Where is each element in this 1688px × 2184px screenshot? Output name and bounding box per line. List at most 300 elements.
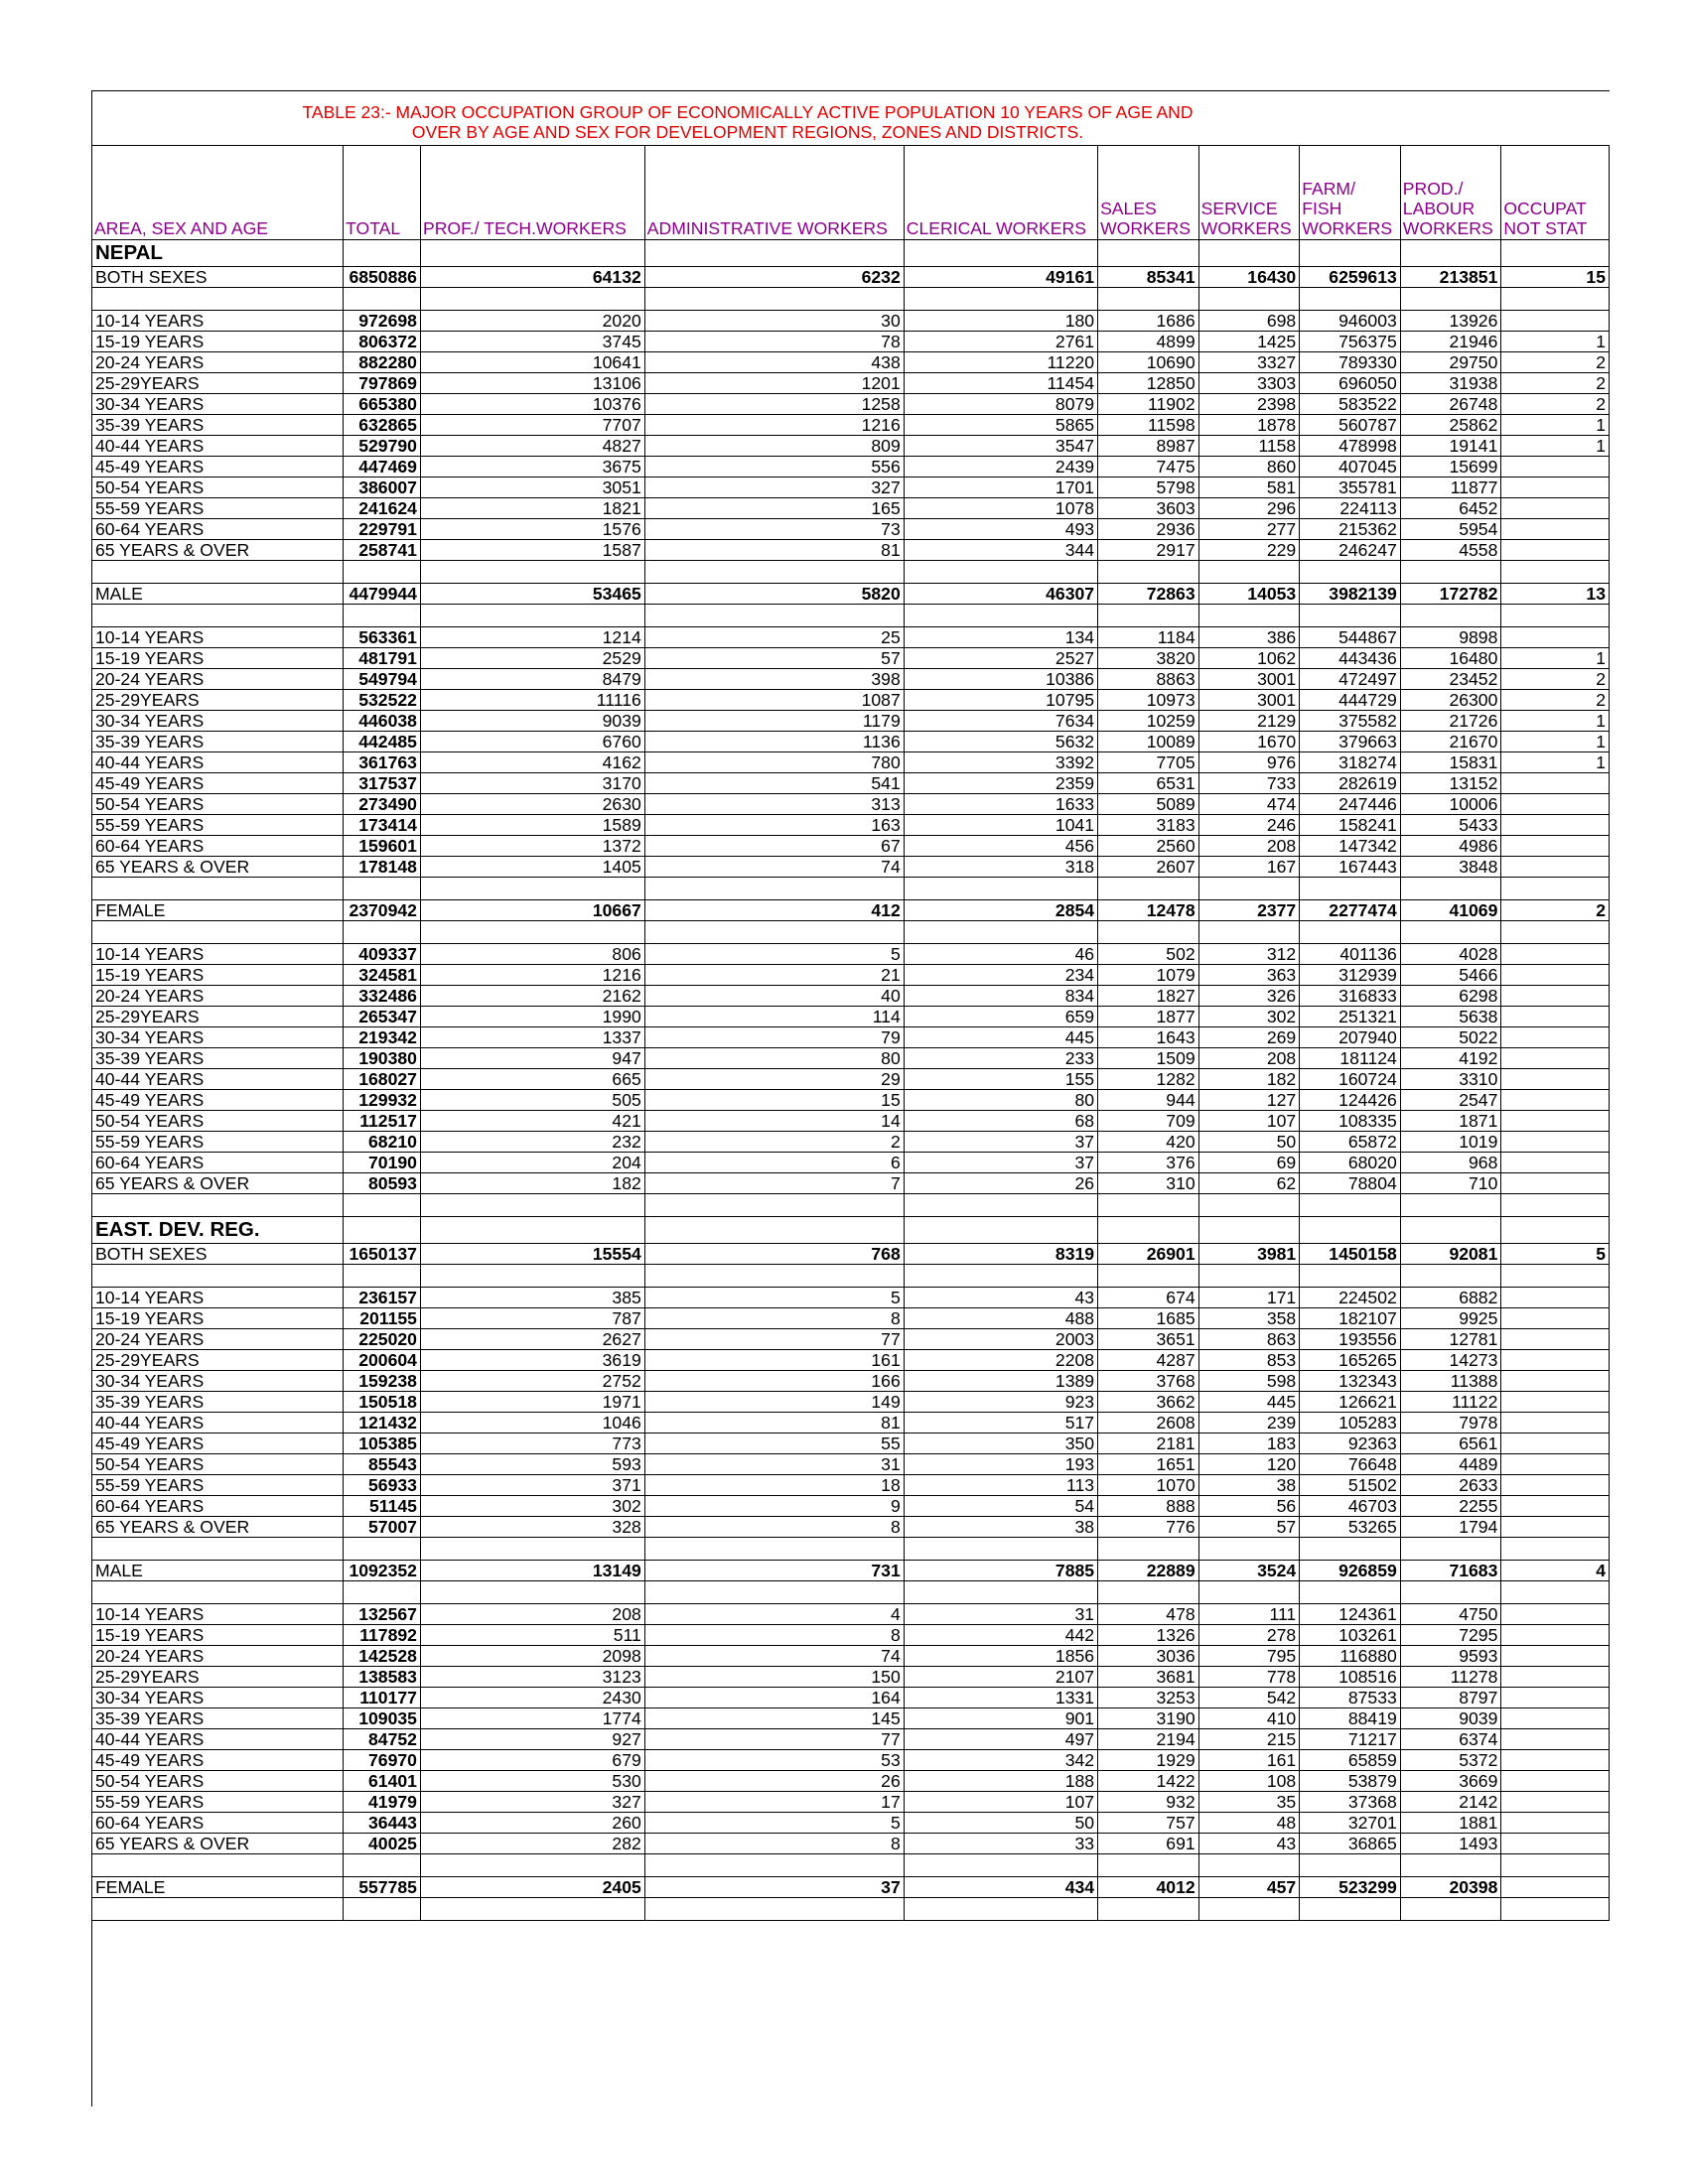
value-cell: 193 xyxy=(904,1454,1097,1475)
table-row xyxy=(92,965,1610,986)
column-header xyxy=(1400,146,1501,240)
total-cell: 229791 xyxy=(344,519,421,540)
value-cell: 46703 xyxy=(1300,1496,1401,1517)
empty-cell xyxy=(1400,1898,1501,1921)
column-header-text: PROF./ TECH.WORKERS xyxy=(422,218,627,238)
total-cell: 57007 xyxy=(344,1517,421,1538)
table-row xyxy=(92,627,1610,648)
value-cell: 87533 xyxy=(1300,1688,1401,1708)
value-cell: 3669 xyxy=(1400,1771,1501,1792)
sex-total-row xyxy=(92,900,1610,921)
value-cell: 1372 xyxy=(420,836,644,857)
value-cell: 709 xyxy=(1098,1111,1199,1132)
total-cell: 190380 xyxy=(344,1048,421,1069)
empty-cell xyxy=(1501,605,1610,627)
value-cell: 6 xyxy=(644,1153,904,1173)
table-row xyxy=(92,986,1610,1007)
value-cell: 167443 xyxy=(1300,857,1401,878)
value-cell: 17 xyxy=(644,1792,904,1813)
value-cell: 327 xyxy=(644,478,904,498)
value-cell: 1643 xyxy=(1098,1027,1199,1048)
row-label: 55-59 YEARS xyxy=(92,1792,344,1813)
value-cell: 2752 xyxy=(420,1371,644,1392)
value-cell: 302 xyxy=(1198,1007,1300,1027)
total-cell: 332486 xyxy=(344,986,421,1007)
value-cell: 48 xyxy=(1198,1813,1300,1834)
row-label: FEMALE xyxy=(92,1877,344,1898)
value-cell: 30 xyxy=(644,311,904,332)
empty-cell xyxy=(1198,1265,1300,1288)
sex-total-row xyxy=(92,267,1610,288)
value-cell: 4012 xyxy=(1098,1877,1199,1898)
total-cell: 105385 xyxy=(344,1433,421,1454)
empty-cell xyxy=(1098,1854,1199,1877)
value-cell: 1881 xyxy=(1400,1813,1501,1834)
empty-cell xyxy=(904,1194,1097,1217)
table-row xyxy=(92,1792,1610,1813)
value-cell: 385 xyxy=(420,1288,644,1308)
value-cell: 1990 xyxy=(420,1007,644,1027)
empty-cell xyxy=(644,240,904,267)
value-cell: 26300 xyxy=(1400,690,1501,711)
value-cell: 4 xyxy=(1501,1561,1610,1581)
total-cell: 6850886 xyxy=(344,267,421,288)
empty-cell xyxy=(644,605,904,627)
value-cell xyxy=(1501,944,1610,965)
value-cell: 6298 xyxy=(1400,986,1501,1007)
value-cell: 8797 xyxy=(1400,1688,1501,1708)
empty-cell xyxy=(1400,878,1501,900)
value-cell: 277 xyxy=(1198,519,1300,540)
total-cell: 317537 xyxy=(344,773,421,794)
table-row xyxy=(92,1173,1610,1194)
value-cell: 421 xyxy=(420,1111,644,1132)
value-cell: 312939 xyxy=(1300,965,1401,986)
row-label: 50-54 YEARS xyxy=(92,1111,344,1132)
empty-cell xyxy=(344,1538,421,1561)
empty-cell xyxy=(644,1265,904,1288)
empty-cell xyxy=(1198,1581,1300,1604)
table-row xyxy=(92,857,1610,878)
empty-cell xyxy=(1198,561,1300,584)
value-cell: 224502 xyxy=(1300,1288,1401,1308)
empty-cell xyxy=(1400,1265,1501,1288)
value-cell: 379663 xyxy=(1300,732,1401,752)
empty-cell xyxy=(1198,1194,1300,1217)
table-row xyxy=(92,1288,1610,1308)
row-label: 60-64 YEARS xyxy=(92,519,344,540)
value-cell: 860 xyxy=(1198,457,1300,478)
row-label: 25-29YEARS xyxy=(92,1667,344,1688)
value-cell xyxy=(1501,1708,1610,1729)
value-cell: 502 xyxy=(1098,944,1199,965)
table-row xyxy=(92,1454,1610,1475)
table-row xyxy=(92,352,1610,373)
value-cell: 1 xyxy=(1501,732,1610,752)
value-cell: 53 xyxy=(644,1750,904,1771)
empty-cell xyxy=(1098,1217,1199,1244)
value-cell: 472497 xyxy=(1300,669,1401,690)
value-cell: 10667 xyxy=(420,900,644,921)
value-cell: 327 xyxy=(420,1792,644,1813)
value-cell: 6452 xyxy=(1400,498,1501,519)
value-cell: 3820 xyxy=(1098,648,1199,669)
value-cell: 2 xyxy=(1501,352,1610,373)
total-cell: 85543 xyxy=(344,1454,421,1475)
value-cell: 5820 xyxy=(644,584,904,605)
sex-total-row xyxy=(92,584,1610,605)
column-header-text: ADMINISTRATIVE WORKERS xyxy=(646,218,888,238)
column-header xyxy=(344,146,421,240)
value-cell: 3183 xyxy=(1098,815,1199,836)
value-cell: 1587 xyxy=(420,540,644,561)
row-label: 65 YEARS & OVER xyxy=(92,540,344,561)
empty-cell xyxy=(344,1854,421,1877)
title-line-1: TABLE 23:- MAJOR OCCUPATION GROUP OF ECONOMICALLY ACTIVE POPULATION 10 YEARS OF AGE AND xyxy=(302,102,1194,122)
value-cell: 246 xyxy=(1198,815,1300,836)
value-cell: 5865 xyxy=(904,415,1097,436)
value-cell: 158241 xyxy=(1300,815,1401,836)
value-cell: 108516 xyxy=(1300,1667,1401,1688)
value-cell: 80 xyxy=(644,1048,904,1069)
value-cell: 778 xyxy=(1198,1667,1300,1688)
value-cell: 523299 xyxy=(1300,1877,1401,1898)
table-row xyxy=(92,436,1610,457)
value-cell: 3745 xyxy=(420,332,644,352)
column-header-text: FISH xyxy=(1302,199,1342,218)
value-cell: 1079 xyxy=(1098,965,1199,986)
value-cell: 1878 xyxy=(1198,415,1300,436)
value-cell: 68 xyxy=(904,1111,1097,1132)
value-cell: 3310 xyxy=(1400,1069,1501,1090)
value-cell: 7 xyxy=(644,1173,904,1194)
row-label: 10-14 YEARS xyxy=(92,944,344,965)
value-cell: 3681 xyxy=(1098,1667,1199,1688)
total-cell: 109035 xyxy=(344,1708,421,1729)
table-row xyxy=(92,1371,1610,1392)
value-cell: 3603 xyxy=(1098,498,1199,519)
value-cell: 6561 xyxy=(1400,1433,1501,1454)
value-cell: 544867 xyxy=(1300,627,1401,648)
column-header xyxy=(92,146,344,240)
column-header xyxy=(904,146,1097,240)
column-header-text: WORKERS xyxy=(1100,218,1191,238)
value-cell: 710 xyxy=(1400,1173,1501,1194)
total-cell: 4479944 xyxy=(344,584,421,605)
table-row xyxy=(92,457,1610,478)
value-cell: 20398 xyxy=(1400,1877,1501,1898)
value-cell: 407045 xyxy=(1300,457,1401,478)
row-label: 35-39 YEARS xyxy=(92,1708,344,1729)
value-cell: 172782 xyxy=(1400,584,1501,605)
value-cell: 3651 xyxy=(1098,1329,1199,1350)
total-cell: 446038 xyxy=(344,711,421,732)
value-cell: 65859 xyxy=(1300,1750,1401,1771)
total-cell: 806372 xyxy=(344,332,421,352)
value-cell: 11877 xyxy=(1400,478,1501,498)
value-cell: 7634 xyxy=(904,711,1097,732)
empty-cell xyxy=(344,240,421,267)
value-cell: 757 xyxy=(1098,1813,1199,1834)
value-cell: 1701 xyxy=(904,478,1097,498)
empty-cell xyxy=(644,561,904,584)
value-cell: 1158 xyxy=(1198,436,1300,457)
title-line-2: OVER BY AGE AND SEX FOR DEVELOPMENT REGIONS, ZONES AND DISTRICTS. xyxy=(411,122,1084,142)
value-cell: 53465 xyxy=(420,584,644,605)
value-cell: 398 xyxy=(644,669,904,690)
total-cell: 265347 xyxy=(344,1007,421,1027)
value-cell: 375582 xyxy=(1300,711,1401,732)
table-row xyxy=(92,1308,1610,1329)
value-cell: 165265 xyxy=(1300,1350,1401,1371)
value-cell: 947 xyxy=(420,1048,644,1069)
total-cell: 76970 xyxy=(344,1750,421,1771)
value-cell: 65872 xyxy=(1300,1132,1401,1153)
row-label: 45-49 YEARS xyxy=(92,1750,344,1771)
value-cell: 10089 xyxy=(1098,732,1199,752)
empty-cell xyxy=(904,1265,1097,1288)
value-cell: 4287 xyxy=(1098,1350,1199,1371)
value-cell: 1046 xyxy=(420,1413,644,1433)
empty-cell xyxy=(644,921,904,944)
table-row xyxy=(92,732,1610,752)
row-label: 20-24 YEARS xyxy=(92,352,344,373)
total-cell: 665380 xyxy=(344,394,421,415)
value-cell: 85341 xyxy=(1098,267,1199,288)
value-cell xyxy=(1501,1173,1610,1194)
value-cell: 2627 xyxy=(420,1329,644,1350)
empty-cell xyxy=(1300,605,1401,627)
value-cell xyxy=(1501,478,1610,498)
value-cell xyxy=(1501,1771,1610,1792)
value-cell: 3327 xyxy=(1198,352,1300,373)
value-cell xyxy=(1501,1877,1610,1898)
value-cell: 3123 xyxy=(420,1667,644,1688)
value-cell: 296 xyxy=(1198,498,1300,519)
value-cell xyxy=(1501,1475,1610,1496)
empty-cell xyxy=(92,605,344,627)
value-cell: 9039 xyxy=(420,711,644,732)
empty-cell xyxy=(1501,1538,1610,1561)
table-row xyxy=(92,1350,1610,1371)
value-cell: 5954 xyxy=(1400,519,1501,540)
table-row xyxy=(92,669,1610,690)
value-cell: 1070 xyxy=(1098,1475,1199,1496)
empty-cell xyxy=(1300,1538,1401,1561)
value-cell: 232 xyxy=(420,1132,644,1153)
empty-cell xyxy=(1198,1854,1300,1877)
value-cell: 1179 xyxy=(644,711,904,732)
value-cell: 5632 xyxy=(904,732,1097,752)
value-cell: 310 xyxy=(1098,1173,1199,1194)
value-cell: 1774 xyxy=(420,1708,644,1729)
value-cell: 67 xyxy=(644,836,904,857)
value-cell: 18 xyxy=(644,1475,904,1496)
row-label: 15-19 YEARS xyxy=(92,648,344,669)
value-cell: 12478 xyxy=(1098,900,1199,921)
value-cell: 37 xyxy=(904,1132,1097,1153)
value-cell: 56 xyxy=(1198,1496,1300,1517)
value-cell: 316833 xyxy=(1300,986,1401,1007)
row-label: 60-64 YEARS xyxy=(92,1496,344,1517)
value-cell: 127 xyxy=(1198,1090,1300,1111)
value-cell: 2142 xyxy=(1400,1792,1501,1813)
value-cell: 756375 xyxy=(1300,332,1401,352)
value-cell: 1651 xyxy=(1098,1454,1199,1475)
value-cell: 8863 xyxy=(1098,669,1199,690)
value-cell: 208 xyxy=(1198,1048,1300,1069)
value-cell: 326 xyxy=(1198,986,1300,1007)
column-header xyxy=(644,146,904,240)
value-cell: 8479 xyxy=(420,669,644,690)
value-cell xyxy=(1501,773,1610,794)
value-cell: 26748 xyxy=(1400,394,1501,415)
value-cell xyxy=(1501,815,1610,836)
value-cell: 3392 xyxy=(904,752,1097,773)
empty-cell xyxy=(1098,921,1199,944)
value-cell: 10376 xyxy=(420,394,644,415)
value-cell: 21 xyxy=(644,965,904,986)
value-cell: 134 xyxy=(904,627,1097,648)
value-cell: 302 xyxy=(420,1496,644,1517)
value-cell: 1087 xyxy=(644,690,904,711)
value-cell: 2547 xyxy=(1400,1090,1501,1111)
value-cell: 105283 xyxy=(1300,1413,1401,1433)
value-cell: 4558 xyxy=(1400,540,1501,561)
value-cell: 1821 xyxy=(420,498,644,519)
empty-cell xyxy=(904,1898,1097,1921)
value-cell: 1794 xyxy=(1400,1517,1501,1538)
empty-cell xyxy=(1400,605,1501,627)
value-cell: 92363 xyxy=(1300,1433,1401,1454)
row-label: 65 YEARS & OVER xyxy=(92,1834,344,1854)
table-row xyxy=(92,1413,1610,1433)
value-cell xyxy=(1501,519,1610,540)
value-cell xyxy=(1501,1604,1610,1625)
empty-cell xyxy=(420,1194,644,1217)
value-cell: 542 xyxy=(1198,1688,1300,1708)
value-cell: 2208 xyxy=(904,1350,1097,1371)
empty-cell xyxy=(344,1194,421,1217)
total-cell: 1650137 xyxy=(344,1244,421,1265)
value-cell xyxy=(1501,1111,1610,1132)
table-row xyxy=(92,815,1610,836)
value-cell: 1337 xyxy=(420,1027,644,1048)
empty-cell xyxy=(1300,1854,1401,1877)
empty-cell xyxy=(420,1581,644,1604)
empty-cell xyxy=(1098,878,1199,900)
value-cell: 412 xyxy=(644,900,904,921)
value-cell: 1670 xyxy=(1198,732,1300,752)
value-cell xyxy=(1501,311,1610,332)
value-cell: 1493 xyxy=(1400,1834,1501,1854)
value-cell: 81 xyxy=(644,540,904,561)
value-cell: 6374 xyxy=(1400,1729,1501,1750)
empty-cell xyxy=(92,1898,344,1921)
value-cell: 21726 xyxy=(1400,711,1501,732)
total-cell: 150518 xyxy=(344,1392,421,1413)
row-label: 30-34 YEARS xyxy=(92,711,344,732)
value-cell: 474 xyxy=(1198,794,1300,815)
value-cell: 76648 xyxy=(1300,1454,1401,1475)
value-cell: 371 xyxy=(420,1475,644,1496)
value-cell: 21946 xyxy=(1400,332,1501,352)
value-cell: 7885 xyxy=(904,1561,1097,1581)
region-name: EAST. DEV. REG. xyxy=(92,1217,344,1244)
value-cell xyxy=(1501,498,1610,519)
empty-cell xyxy=(1300,1265,1401,1288)
value-cell: 386 xyxy=(1198,627,1300,648)
table-row xyxy=(92,1688,1610,1708)
empty-cell xyxy=(1400,288,1501,311)
value-cell: 8 xyxy=(644,1308,904,1329)
table-row xyxy=(92,1496,1610,1517)
empty-cell xyxy=(344,605,421,627)
value-cell: 13152 xyxy=(1400,773,1501,794)
table-sheet xyxy=(91,90,1610,2107)
value-cell: 229 xyxy=(1198,540,1300,561)
column-header-text: LABOUR xyxy=(1402,199,1476,218)
empty-cell xyxy=(904,561,1097,584)
value-cell: 493 xyxy=(904,519,1097,540)
value-cell: 1827 xyxy=(1098,986,1199,1007)
empty-cell xyxy=(1501,878,1610,900)
empty-cell xyxy=(420,288,644,311)
value-cell xyxy=(1501,1048,1610,1069)
value-cell: 114 xyxy=(644,1007,904,1027)
value-cell: 1331 xyxy=(904,1688,1097,1708)
value-cell: 15699 xyxy=(1400,457,1501,478)
empty-cell xyxy=(344,1265,421,1288)
row-label: 40-44 YEARS xyxy=(92,1069,344,1090)
empty-cell xyxy=(92,1854,344,1877)
column-header-text: AREA, SEX AND AGE xyxy=(94,218,269,238)
value-cell: 3981 xyxy=(1198,1244,1300,1265)
value-cell: 13106 xyxy=(420,373,644,394)
value-cell: 11122 xyxy=(1400,1392,1501,1413)
value-cell: 57 xyxy=(1198,1517,1300,1538)
row-label: 35-39 YEARS xyxy=(92,415,344,436)
empty-cell xyxy=(1300,1898,1401,1921)
empty-cell xyxy=(92,1581,344,1604)
value-cell: 2 xyxy=(644,1132,904,1153)
total-cell: 972698 xyxy=(344,311,421,332)
value-cell: 344 xyxy=(904,540,1097,561)
value-cell: 376 xyxy=(1098,1153,1199,1173)
value-cell: 180 xyxy=(904,311,1097,332)
value-cell: 581 xyxy=(1198,478,1300,498)
empty-cell xyxy=(1501,288,1610,311)
value-cell: 3036 xyxy=(1098,1646,1199,1667)
empty-cell xyxy=(1300,878,1401,900)
value-cell xyxy=(1501,627,1610,648)
total-cell: 121432 xyxy=(344,1413,421,1433)
value-cell: 363 xyxy=(1198,965,1300,986)
row-label: 15-19 YEARS xyxy=(92,332,344,352)
value-cell: 14053 xyxy=(1198,584,1300,605)
value-cell: 9925 xyxy=(1400,1308,1501,1329)
value-cell: 2630 xyxy=(420,794,644,815)
value-cell: 14 xyxy=(644,1111,904,1132)
value-cell: 776 xyxy=(1098,1517,1199,1538)
spacer-row xyxy=(92,1538,1610,1561)
table-row xyxy=(92,1475,1610,1496)
row-label: 35-39 YEARS xyxy=(92,732,344,752)
table-row xyxy=(92,1646,1610,1667)
empty-cell xyxy=(904,878,1097,900)
header-row xyxy=(92,146,1610,240)
value-cell: 11116 xyxy=(420,690,644,711)
